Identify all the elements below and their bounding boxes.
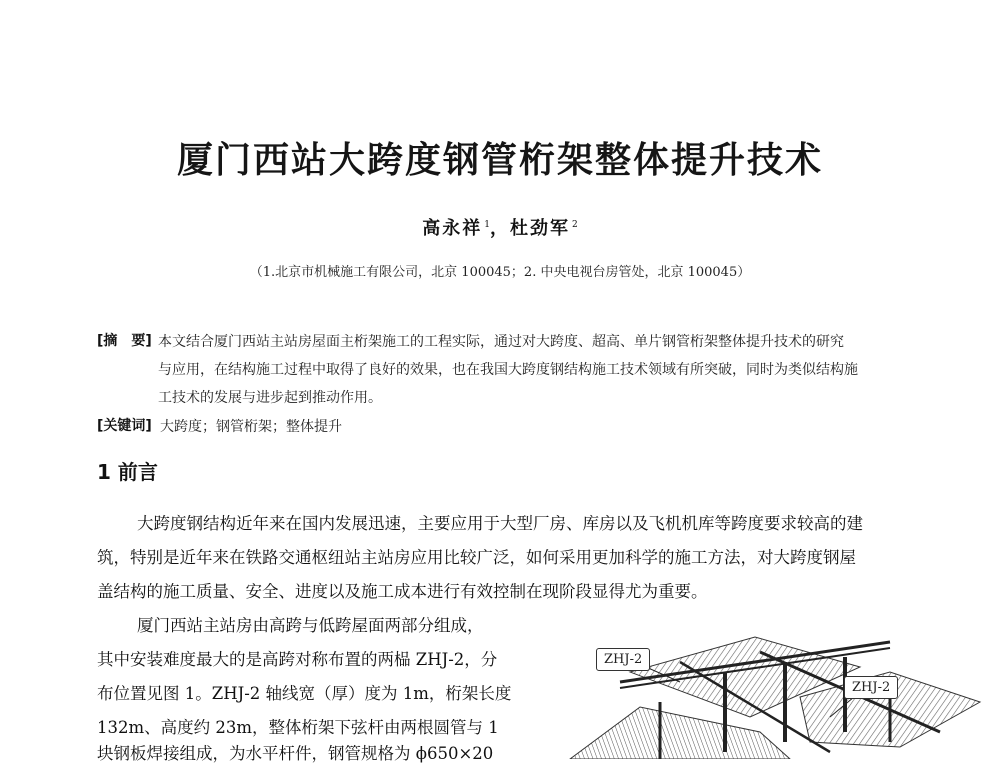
keywords-label: [关键词] [97,418,152,434]
abstract-line-1: 本文结合厦门西站主站房屋面主桁架施工的工程实际，通过对大跨度、超高、单片钢管桁架整体提升技术的研究 [158,334,844,350]
body-line: 盖结构的施工质量、安全、进度以及施工成本进行有效控制在现阶段显得尤为重要。 [97,582,708,601]
author-1-mark: 1 [484,220,490,230]
body-line: 布位置见图 1。ZHJ-2 轴线宽（厚）度为 1m，桁架长度 [97,684,512,703]
figure-1 [560,622,1000,759]
abstract-line-2: 与应用，在结构施工过程中取得了良好的效果，也在我国大跨度钢结构施工技术领域有所突破，同时为类似结构施 [158,362,858,378]
body-line: 其中安装难度最大的是高跨对称布置的两榀 ZHJ-2，分 [97,650,498,669]
figure-label-zhj2-right: ZHJ-2 [844,676,898,699]
roof-lower [570,707,790,759]
figure-label-zhj2-left: ZHJ-2 [596,648,650,671]
body-line: 块钢板焊接组成，为水平杆件，钢管规格为 ϕ650×20 [97,744,494,763]
affiliation: （1.北京市机械施工有限公司，北京 100045；2. 中央电视台房管处，北京 100045） [249,265,751,280]
author-separator: ， [490,218,510,239]
author-1: 高永祥 [422,218,483,239]
truss-rendering [560,622,1000,759]
abstract-line-3: 工技术的发展与进步起到推动作用。 [158,390,382,406]
paper-title: 厦门西站大跨度钢管桁架整体提升技术 [176,140,823,181]
body-line: 筑，特别是近年来在铁路交通枢纽站主站房应用比较广泛，如何采用更加科学的施工方法，对大跨度钢屋 [97,548,856,567]
keywords-text: 大跨度；钢管桁架；整体提升 [160,419,342,435]
author-2: 杜劲军 [510,218,570,239]
abstract-label: [摘 要] [97,333,152,349]
author-line [0,214,1000,240]
body-line: 厦门西站主站房由高跨与低跨屋面两部分组成， [137,616,484,635]
author-2-mark: 2 [572,220,578,230]
body-line: 132m、高度约 23m，整体桁架下弦杆由两根圆管与 1 [97,718,499,737]
body-line: 大跨度钢结构近年来在国内发展迅速，主要应用于大型厂房、库房以及飞机机库等跨度要求较高的建 [137,514,863,533]
section-heading: 1 前言 [97,460,158,484]
